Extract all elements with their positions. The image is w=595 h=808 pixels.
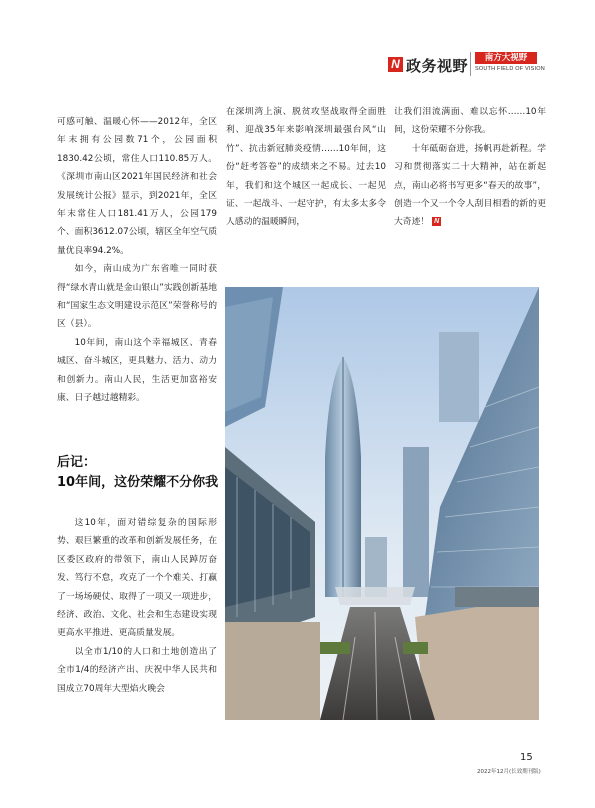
afterword-heading bbox=[57, 453, 222, 493]
paragraph: 如今，南山成为广东省唯一同时获得“绿水青山就是金山银山”实践创新基地和“国家生态文明建设示范区”荣誉称号的区（县）。 bbox=[57, 264, 217, 330]
paragraph bbox=[394, 140, 546, 232]
paragraph: 以全市1/10的人口和土地创造出了全市1/4的经济产出、庆祝中华人民共和国成立70周年大型焰火晚会 bbox=[57, 646, 217, 694]
section-badge: 南方大视野 bbox=[475, 52, 537, 64]
text-column-1-lower bbox=[57, 514, 217, 698]
header-divider bbox=[470, 52, 471, 76]
paragraph-text: 十年砥砺奋进，扬帆再赴新程。学习和贯彻落实二十大精神，站在新起点，南山必将书写更多“春天的故事”，创造一个又一个令人刮目相看的新的更大奇迹！ bbox=[394, 143, 546, 228]
section-subtitle: SOUTH FIELD OF VISION bbox=[475, 66, 545, 72]
end-mark-icon: N bbox=[434, 218, 440, 226]
city-skyline-photo bbox=[225, 287, 539, 720]
paragraph: 让我们泪流满面、难以忘怀……10年间，这份荣耀不分你我。 bbox=[394, 107, 546, 136]
paragraph: 这10年，面对错综复杂的国际形势、艰巨繁重的改革和创新发展任务，在区委区政府的带领下，南山人民踔厉奋发、笃行不怠，攻克了一个个难关、打赢了一场场硬仗、取得了一项又一项进步，经济、政治、文化、社会和生态建设实现更高水平推进、更高质量发展。 bbox=[57, 518, 217, 639]
paragraph: 可感可触、温暖心怀——2012年，全区年末拥有公园数71个，公园面积1830.42公顷，常住人口110.85万人。《深圳市南山区2021年国民经济和社会发展统计公报》显示，到2021年，全区年末常住人口181.41万人，公园179个、面积3612.07公顷，辖区全年空气质量优良率94.2%。 bbox=[57, 117, 217, 256]
text-column-1 bbox=[57, 113, 217, 408]
afterword-subtitle: 10年间，这份荣耀不分你我 bbox=[57, 475, 219, 490]
text-column-3 bbox=[394, 103, 546, 232]
paragraph: 10年间，南山这个幸福城区、青春城区、奋斗城区，更具魅力、活力、动力和创新力。南山人民，生活更加富裕安康、日子越过越精彩。 bbox=[57, 337, 217, 404]
logo-n-icon: N bbox=[388, 57, 403, 72]
section-title: 政务视野 bbox=[406, 57, 469, 75]
issue-info: 2022年12月(长效期刊版) bbox=[477, 769, 541, 775]
text-column-2 bbox=[226, 103, 386, 232]
afterword-title: 后记： bbox=[57, 455, 97, 470]
page-header bbox=[0, 48, 595, 78]
page-number: 15 bbox=[520, 752, 533, 763]
paragraph: 在深圳湾上演、脱贫攻坚战取得全面胜利、迎战35年来影响深圳最强台风“山竹”、抗击新冠肺炎疫情……10年间，这份“赶考答卷”的成绩来之不易。过去10年，我们和这个城区一起成长、一起见证、一起战斗、一起守护，有太多太多令人感动的温暖瞬间， bbox=[226, 107, 386, 228]
